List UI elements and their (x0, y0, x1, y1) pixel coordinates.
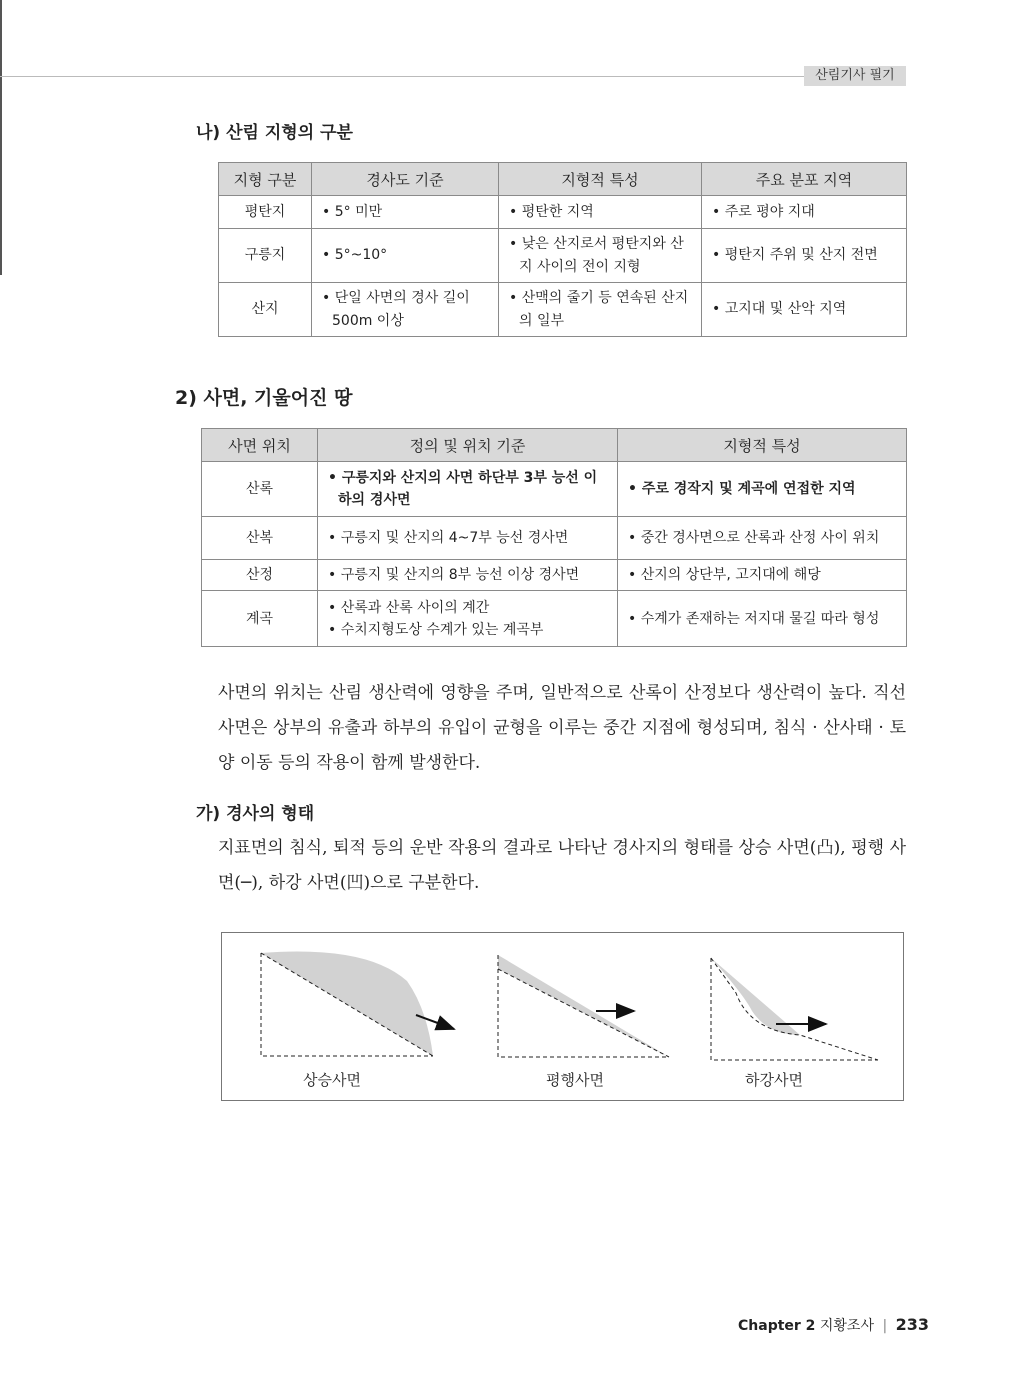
parallel-slope-shape (498, 955, 669, 1057)
terrain-header-region: 주요 분포 지역 (702, 163, 907, 196)
terrain-table-header (219, 163, 907, 196)
footer-chapter: Chapter 2 (738, 1318, 816, 1334)
footer-title: 지황조사 (819, 1318, 874, 1334)
slope-form-paragraph: 지표면의 침식, 퇴적 등의 운반 작용의 결과로 나타난 경사지의 형태를 상승 사면(凸), 평행 사면(─), 하강 사면(凹)으로 구분한다. (218, 838, 906, 893)
page-footer (738, 1315, 929, 1335)
slope-definition: 수치지형도상 수계가 있는 계곡부 (340, 621, 544, 638)
slope-definition: 구릉지 및 산지의 8부 능선 이상 경사면 (340, 567, 580, 583)
slope-position: 계곡 (202, 591, 318, 647)
slope-position-paragraph: 사면의 위치는 산림 생산력에 영향을 주며, 일반적으로 산록이 산정보다 생산력이 높다. 직선 사면은 상부의 유출과 하부의 유입이 균형을 이루는 중간 지점에 형성되며, 침식 · 산사태 · 토양 이동 등의 작용이 함께 발생한다. (218, 683, 906, 773)
slope-definition: 산록과 산록 사이의 계간 (340, 599, 490, 616)
slope-feature: 산지의 상단부, 고지대에 해당 (640, 567, 821, 583)
section-heading-slope-form: 가) 경사의 형태 (196, 804, 315, 824)
terrain-header-feature: 지형적 특성 (499, 163, 702, 196)
left-margin-bar (0, 0, 2, 275)
terrain-region: 평탄지 주위 및 산지 전면 (724, 247, 878, 264)
terrain-header-slope: 경사도 기준 (312, 163, 499, 196)
terrain-header-type: 지형 구분 (219, 163, 312, 196)
slope-position: 산록 (202, 462, 318, 517)
terrain-feature: 산맥의 줄기 등 연속된 산지의 일부 (519, 290, 689, 329)
slope-header-definition: 정의 및 위치 기준 (318, 429, 618, 462)
slope-definition: 구릉지 및 산지의 4~7부 능선 경사면 (340, 529, 569, 546)
table-row: 산지 • 단일 사면의 경사 길이 500m 이상 • 산맥의 줄기 등 연속된 산지의 일부 • 고지대 및 산악 지역 (219, 283, 907, 337)
table-row: 산복 • 구릉지 및 산지의 4~7부 능선 경사면 • 중간 경사면으로 산록과 산정 사이 위치 (202, 517, 907, 560)
header-rule (0, 76, 905, 77)
slope-header-position: 사면 위치 (202, 429, 318, 462)
figure-label-parallel: 평행사면 (546, 1071, 604, 1089)
slope-feature: 수계가 존재하는 저지대 물길 따라 형성 (640, 610, 880, 627)
slope-header-feature: 지형적 특성 (618, 429, 907, 462)
figure-label-concave: 하강사면 (745, 1071, 803, 1089)
terrain-feature: 평탄한 지역 (521, 203, 594, 220)
terrain-slope: 5° 미만 (334, 203, 383, 220)
running-header-tag: 산림기사 필기 (804, 66, 906, 86)
terrain-table (218, 162, 907, 337)
table-row: 산록 • 구릉지와 산지의 사면 하단부 3부 능선 이하의 경사면 • 주로 경작지 및 계곡에 연접한 지역 (202, 462, 907, 517)
convex-slope-shape (261, 952, 454, 1056)
figure-label-convex: 상승사면 (303, 1071, 361, 1089)
slope-position: 산복 (202, 517, 318, 560)
table-row: 산정 • 구릉지 및 산지의 8부 능선 이상 경사면 • 산지의 상단부, 고지대에 해당 (202, 560, 907, 591)
terrain-region: 주로 평야 지대 (724, 203, 815, 220)
section-heading-slope: 2) 사면, 기울어진 땅 (175, 387, 353, 409)
slope-table-header (202, 429, 907, 462)
footer-separator: | (882, 1318, 888, 1334)
table-row: 구릉지 • 5°~10° • 낮은 산지로서 평탄지와 산지 사이의 전이 지형 • 평탄지 주위 및 산지 전면 (219, 229, 907, 283)
slope-position: 산정 (202, 560, 318, 591)
table-row: 평탄지 • 5° 미만 • 평탄한 지역 • 주로 평야 지대 (219, 196, 907, 229)
table-row: 계곡 • 산록과 산록 사이의 계간 • 수치지형도상 수계가 있는 계곡부 • 수계가 존재하는 저지대 물길 따라 형성 (202, 591, 907, 647)
terrain-type: 산지 (219, 283, 312, 337)
slope-form-figure (221, 932, 904, 1101)
terrain-slope: 5°~10° (334, 247, 388, 264)
slope-position-table (201, 428, 907, 647)
page-number: 233 (895, 1315, 930, 1334)
terrain-type: 평탄지 (219, 196, 312, 229)
slope-definition: 구릉지와 산지의 사면 하단부 3부 능선 이하의 경사면 (338, 469, 598, 508)
terrain-type: 구릉지 (219, 229, 312, 283)
section-heading-terrain: 나) 산림 지형의 구분 (196, 123, 353, 143)
slope-feature: 주로 경작지 및 계곡에 연접한 지역 (641, 480, 856, 497)
terrain-slope: 단일 사면의 경사 길이 500m 이상 (332, 290, 470, 329)
terrain-region: 고지대 및 산악 지역 (724, 301, 847, 318)
concave-slope-shape (711, 958, 878, 1060)
terrain-feature: 낮은 산지로서 평탄지와 산지 사이의 전이 지형 (519, 236, 684, 275)
slope-feature: 중간 경사면으로 산록과 산정 사이 위치 (640, 529, 880, 546)
